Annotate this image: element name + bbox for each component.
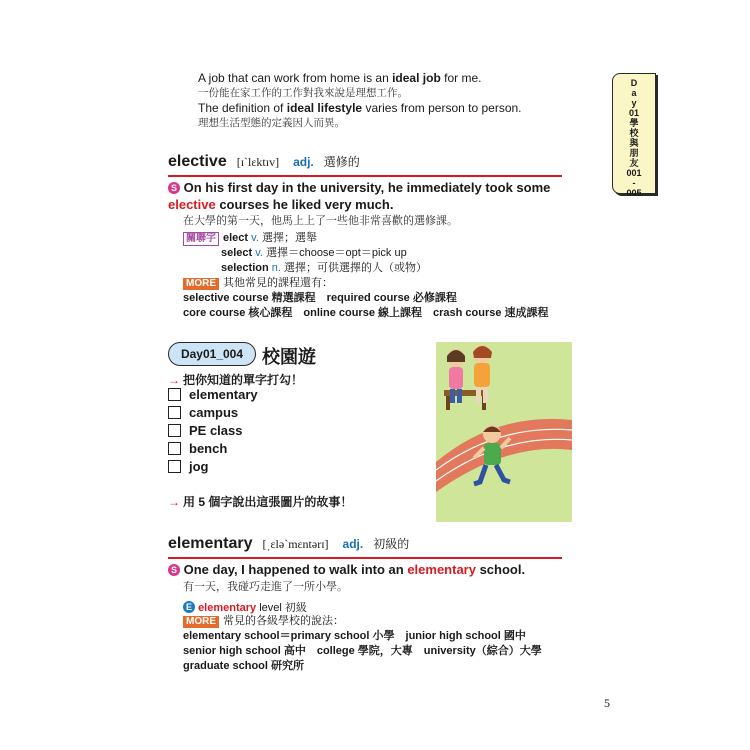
tab-char: 學 [629,118,639,128]
checkbox[interactable] [168,406,181,419]
campus-illustration [436,342,572,522]
checkbox[interactable] [168,442,181,455]
extension-badge-icon: E [183,601,195,613]
page-number: 5 [604,696,610,710]
arrow-right-icon: → [168,495,180,509]
section-divider [168,175,562,177]
top-examples [198,71,578,131]
tab-char: 朋 [629,148,639,158]
checklist-item[interactable]: jog [168,459,209,474]
example-line-1: A job that can work from home is an ideal job for me. [198,71,482,85]
extension-line: E elementary level 初級 [183,599,307,615]
tab-char: 005 [626,188,642,198]
checklist-item[interactable]: elementary [168,387,258,402]
tab-char: 校 [629,128,639,138]
day-pill: Day01_004 [168,342,256,366]
more-line: selective course 精選課程 required course 必修課程 [183,292,457,304]
tab-char: 001 [626,168,642,178]
headword-elective [168,153,360,171]
checkbox[interactable] [168,424,181,437]
part-of-speech: adj. [293,155,314,169]
example-sentence: S On his first day in the university, he immediately took some elective courses he liked very much. [168,180,551,212]
tab-char: 與 [629,138,639,148]
arrow-right-icon: → [168,373,180,387]
example-line-2-zh: 理想生活型態的定義因人而異。 [198,117,345,129]
example-sentence-zh: 在大學的第一天，他馬上上了一些他非常喜歡的選修課。 [183,215,458,227]
more-tag: MORE [183,616,219,628]
pronunciation: [͵ɛləˋmɛntərɪ] [262,537,329,551]
boy-figure [484,443,501,465]
more-block: MORE 常見的各級學校的說法： elementary school＝primary school 小學 junior high school 國中 senior high school 高中 college 學院，大專 university（綜合）大學 graduate school 研究所 [183,615,542,672]
tab-char: y [631,98,637,108]
tab-char: - [632,178,636,188]
example-sentence: S One day, I happened to walk into an elementary school. [168,561,568,578]
headword-elementary [168,535,409,553]
checklist-item[interactable]: campus [168,405,238,420]
more-line: core course 核心課程 online course 線上課程 crash course 速成課程 [183,307,549,319]
tab-char: 友 [629,158,639,168]
girl-figure [474,363,490,387]
example-line-1-zh: 一份能在家工作的工作對我來說是理想工作。 [198,87,408,99]
checkbox[interactable] [168,460,181,473]
more-tag: MORE [183,278,219,290]
sentence-badge-icon: S [168,564,180,576]
more-line: graduate school 研究所 [183,660,305,672]
section-divider [168,557,562,559]
sentence-badge-icon: S [168,182,180,194]
meaning: 初級的 [373,537,410,551]
chapter-side-tab[interactable] [612,73,656,198]
section-title: 校園遊 [262,347,316,367]
headword: elective [168,153,227,170]
example-sentence-zh: 有一天，我碰巧走進了一所小學。 [183,581,348,593]
checkbox[interactable] [168,388,181,401]
checklist-item[interactable]: bench [168,441,227,456]
checklist-prompt: → 把你知道的單字打勾！ [168,373,304,387]
tab-char: a [631,88,637,98]
part-of-speech: adj. [342,537,364,551]
more-line: elementary school＝primary school 小學 junior high school 國中 [183,630,526,642]
story-prompt: → 用 5 個字說出這張圖片的故事！ [168,495,353,509]
girl-figure [449,367,463,389]
checklist-item[interactable]: PE class [168,423,243,438]
related-words: 關聯字 elect v. 選擇；選舉 select v. 選擇＝choose＝opt＝pick up selection n. 選擇；可供選擇的人（或物） MORE 其他常見的課程還有： selective course 精選課程 required course 必修課程 core course 核心課程 online course 線上課程 crash course 速成課程 [183,232,549,319]
more-line: senior high school 高中 college 學院，大專 university（綜合）大學 [183,645,542,657]
related-tag: 關聯字 [183,232,219,246]
tab-char: D [630,78,638,88]
pronunciation: [ɪˋlɛktɪv] [236,155,280,169]
example-line-2: The definition of ideal lifestyle varies from person to person. [198,101,522,115]
headword: elementary [168,535,253,552]
meaning: 選修的 [323,155,360,169]
tab-char: 01 [628,108,639,118]
